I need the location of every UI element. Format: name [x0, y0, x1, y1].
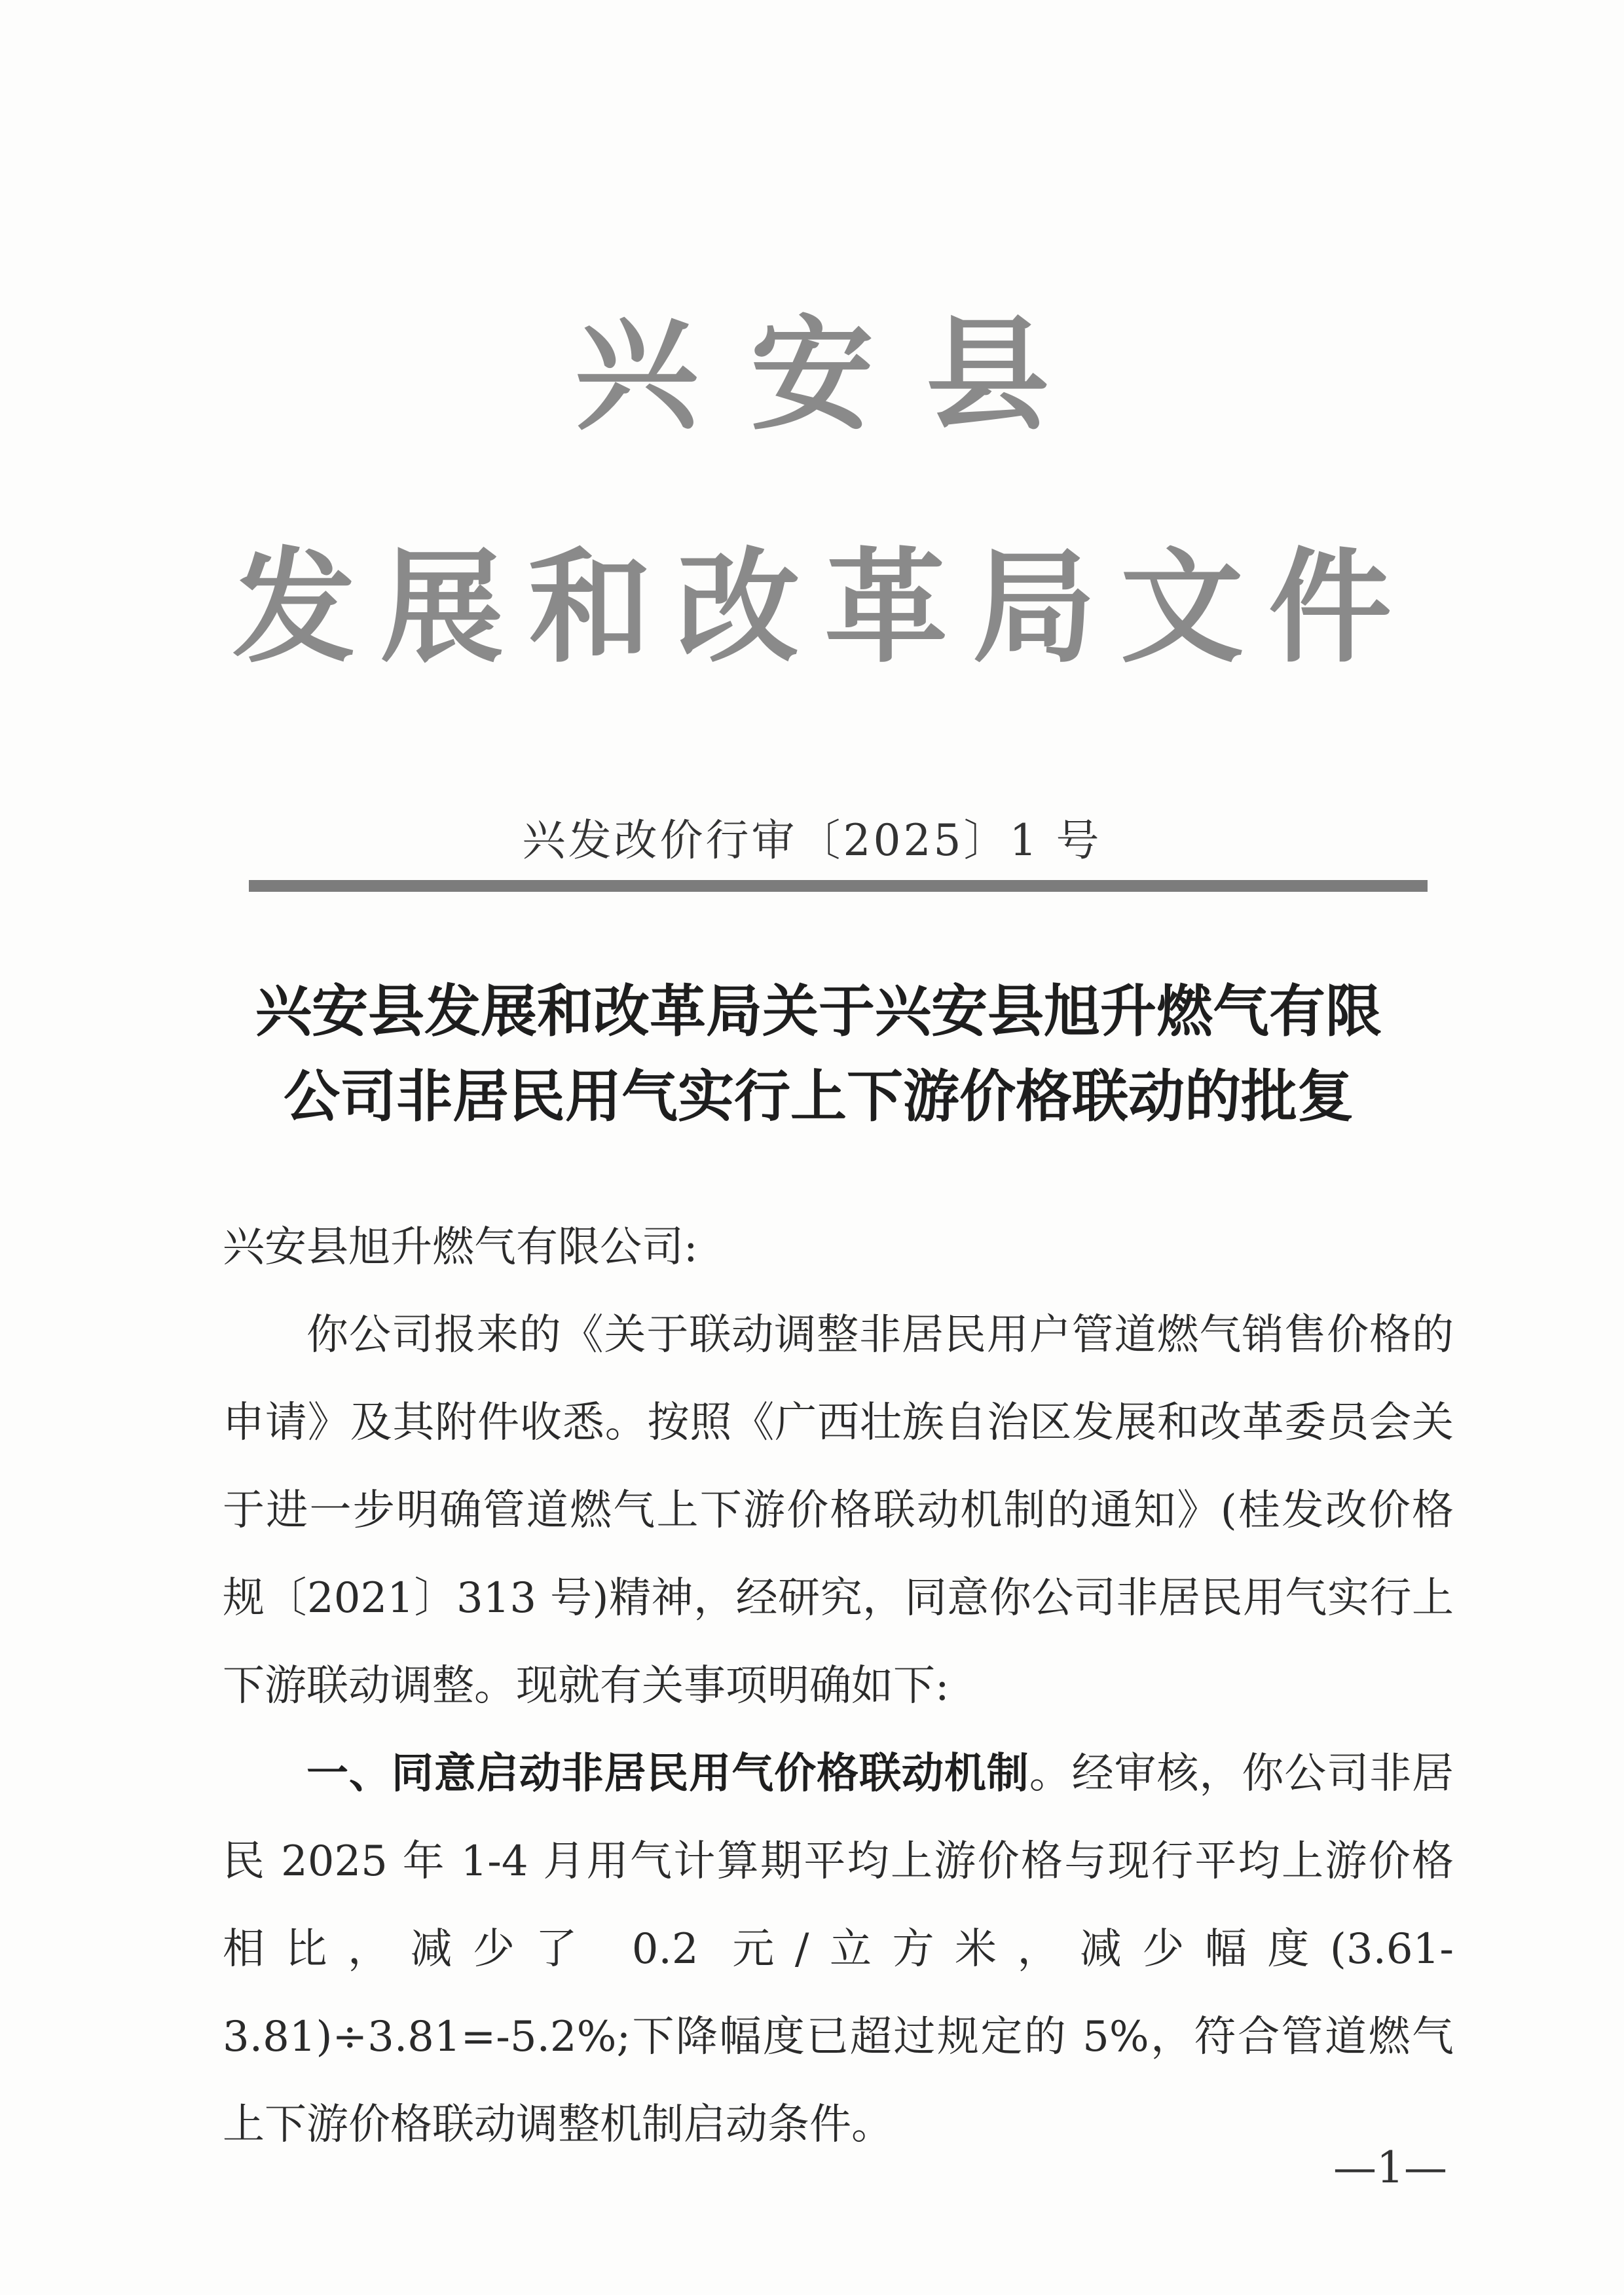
addressee: 兴安县旭升燃气有限公司: [223, 1223, 698, 1272]
paragraph-2-heading: 一、同意启动非居民用气价格联动机制 [306, 1750, 1029, 1798]
paragraph-2 [223, 1730, 1454, 2169]
document-number: 兴发改价行审〔2025〕1 号 [522, 815, 1102, 866]
title-line-2: 公司非居民用气实行上下游价格联动的批复 [284, 1064, 1354, 1129]
document-body [223, 1203, 1454, 2169]
separator-rule [249, 880, 1428, 892]
paragraph-1: 你公司报来的《关于联动调整非居民用户管道燃气销售价格的申请》及其附件收悉。按照《广西壮族自治区发展和改革委员会关于进一步明确管道燃气上下游价格联动机制的通知》(桂发改价格规〔2021〕313 号)精神，经研究，同意你公司非居民用气实行上下游联动调整。现就有关事项明确如下: [223, 1311, 1454, 1710]
page-number: —1— [1333, 2142, 1447, 2193]
document-title [216, 969, 1421, 1139]
paragraph-2-text: 。经审核，你公司非居民 2025 年 1-4 月用气计算期平均上游价格与现行平均上游价格相比，减少了 0.2 元/立方米，减少幅度(3.61-3.81)÷3.81=-5.2%;下降幅度已超过规定的 5%，符合管道燃气上下游价格联动调整机制启动条件。 [223, 1750, 1454, 2149]
document-type-heading: 发展和改革局文件 [232, 536, 1416, 680]
issuer-name: 兴安县 [575, 304, 1101, 447]
title-line-1: 兴安县发展和改革局关于兴安县旭升燃气有限 [255, 979, 1382, 1044]
